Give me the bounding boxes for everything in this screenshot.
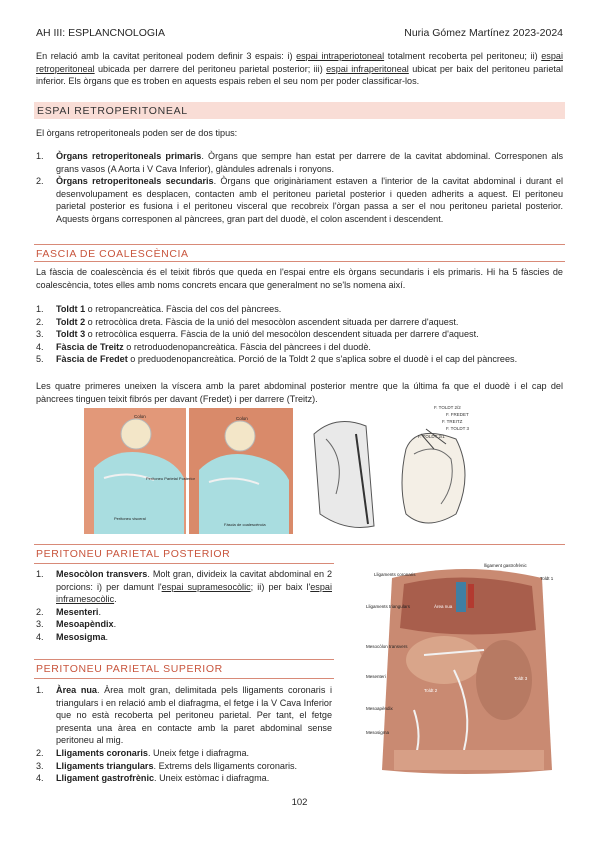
item-text: ; ii) per baix l' xyxy=(250,581,311,592)
list-item xyxy=(36,316,563,329)
fig1-label: Peritoneu visceral xyxy=(114,516,146,521)
fig3-label: Lligaments coronaris xyxy=(374,572,416,577)
section-heading-band xyxy=(34,102,565,119)
list-item xyxy=(36,618,332,631)
section-title-retroperitoneal: ESPAI RETROPERITONEAL xyxy=(37,105,188,117)
item-term: Lligament gastrofrènic xyxy=(56,773,155,784)
item-term: Lligaments triangulars xyxy=(56,760,154,771)
list-item xyxy=(36,772,332,785)
fig2-label: F. TOLDT 2/2 xyxy=(434,405,461,410)
fig1-label: Colon xyxy=(236,416,248,421)
fig3-label: lligament gastrofrènic xyxy=(484,563,527,568)
item-number: 2. xyxy=(36,747,44,758)
fig1-label: Fàscia de coalescència xyxy=(224,522,266,527)
fig2-label: F. FREDET xyxy=(446,412,469,417)
fig3-label: Lligaments triangulars xyxy=(366,604,411,609)
item-number: 4. xyxy=(36,341,44,352)
fig3-label: Mesoapèndix xyxy=(366,706,393,711)
item-term: Toldt 1 xyxy=(56,304,86,314)
item-text: . Molt gran, divideix la cavitat abdominal en 2 porcions: i) per damunt l' xyxy=(56,569,333,592)
item-term: Fàscia de Treitz xyxy=(56,341,124,352)
item-number: 4. xyxy=(36,631,44,642)
page-number: 102 xyxy=(291,797,308,808)
fascia-lead: La fàscia de coalescència és el teixit fibrós que queda en l'espai entre els òrgans secundaris i els primaris. Hi ha 5 fàscies de coalescència, totes elles amb noms concrets encara que generalment no se'ls nomena així. xyxy=(36,267,563,290)
item-number: 4. xyxy=(36,773,44,784)
item-term: Toldt 2 xyxy=(56,316,86,327)
list-item xyxy=(36,568,332,606)
list-item xyxy=(36,175,563,225)
posterior-list xyxy=(36,568,332,644)
item-term: Òrgans retroperitoneals primaris xyxy=(56,151,202,161)
item-text: . xyxy=(98,606,101,617)
fig2-label: F. TOLDT 2/1 xyxy=(418,434,445,439)
list-item xyxy=(36,328,563,341)
item-text: o retrocòlica esquerra. Fàscia de la unió del mesocòlon descendent situada per darrere d'aquest. xyxy=(85,329,479,340)
fig3-label: Àrea nua xyxy=(434,604,453,609)
fig2-label: F. TREITZ xyxy=(442,419,463,424)
item-number: 2. xyxy=(36,316,44,327)
item-number: 1. xyxy=(36,685,44,695)
posterior-wall-figure xyxy=(364,560,564,778)
list-item xyxy=(36,353,563,366)
list-item xyxy=(36,606,332,619)
intro-text: En relació amb la cavitat peritoneal podem definir 3 espais: i) xyxy=(36,51,297,61)
term-infraperitoneal: espai infraperitoneal xyxy=(326,63,409,74)
fig3-label: Toldt 1 xyxy=(540,576,554,581)
item-term: Fàscia de Fredet xyxy=(56,354,128,365)
list-item xyxy=(36,341,563,354)
section-divider xyxy=(34,659,334,660)
term-intraperitoneal: espai intraperiotoneal xyxy=(296,51,385,61)
section-divider xyxy=(34,544,565,545)
retro-lead: El òrgans retroperitoneals poden ser de dos tipus: xyxy=(36,128,238,138)
item-term: Mesosigma xyxy=(56,631,106,642)
item-text: o retroduodenopancreàtica. Fàscia del pàncrees i del duodè. xyxy=(123,341,371,352)
header-author: Nuria Gómez Martínez 2023-2024 xyxy=(404,27,563,39)
fascia-tail: Les quatre primeres uneixen la víscera amb la paret abdominal posterior mentre que la última fa que el duodè i el cap del pàncrees tinguen teixit fibrós per davant (Fredet) i per darrere (Treitz). xyxy=(36,381,563,404)
item-term: Lligaments coronaris xyxy=(56,747,148,758)
intro-paragraph xyxy=(36,50,563,88)
item-text: . xyxy=(114,594,117,605)
item-text: o retropancreàtica. Fàscia del cos del pàncrees. xyxy=(85,304,282,314)
item-term: Mesoapèndix xyxy=(56,619,114,630)
section-divider xyxy=(34,244,565,245)
intro-text: totalment recoberta pel peritoneu; ii) xyxy=(384,51,542,61)
fascia-list xyxy=(36,303,563,366)
item-number: 1. xyxy=(36,304,44,314)
item-number: 1. xyxy=(36,151,44,161)
term-inframesocolic: espai inframesocòlic xyxy=(56,581,332,605)
fig3-label: Toldt 3 xyxy=(514,676,528,681)
intro-text: ubicada per darrere del peritoneu parietal posterior; iii) xyxy=(94,63,327,74)
item-text: . Òrgans que originàriament estaven a l'interior de la cavitat abdominal i durant el desenvolupament es desplacen, contacten amb el peritoneu parietal posterior i queden adherits a aquest. El peritoneu parietal posterior es fusiona i el peritoneu visceral que recobreix l'òrgan passa a ser el nou peritoneu parietal posterior. Aquests òrgans corresponen al pàncrees, gran part del duodè, el colon ascendent i descendent. xyxy=(56,176,563,224)
item-term: Òrgans retroperitoneals secundaris xyxy=(56,176,214,187)
fig3-label: Mesocòlon transvers xyxy=(366,644,408,649)
fig3-label: Toldt 2 xyxy=(424,688,438,693)
posterior-wall-illustration xyxy=(364,560,564,778)
item-text: . Extrems dels lligaments coronaris. xyxy=(153,760,298,771)
fascia-sketch xyxy=(306,404,476,537)
superior-list xyxy=(36,684,332,785)
item-number: 3. xyxy=(36,329,44,340)
fig3-label: Mesenteri xyxy=(366,674,386,679)
fascia-sketch-figure xyxy=(306,404,476,537)
fig3-label: Mesosigma xyxy=(366,730,390,735)
term-retroperitoneal: espai retroperitoneal xyxy=(36,51,563,74)
term-supramesocolic: espai supramesocòlic xyxy=(161,581,251,592)
fig1-label: Colon xyxy=(134,414,146,419)
retro-list xyxy=(36,150,563,226)
header-subject: AH III: ESPLANCNOLOGIA xyxy=(36,27,165,39)
list-item xyxy=(36,303,563,316)
list-item xyxy=(36,684,332,747)
item-text: . Àrea molt gran, delimitada pels lligaments coronaris i triangulars i en relació amb el diafragma, el fetge i la V Cava Inferior que no està recoberta pel peritoneu parietal. Per tant, el fetge presenta una àrea en contacte amb la paret abdominal sense peritoneu al mig. xyxy=(56,685,332,746)
item-text: o preduodenopancreàtica. Porció de la Toldt 2 que s'aplica sobre el duodè i el cap del pàncrees. xyxy=(127,354,518,365)
item-number: 1. xyxy=(36,569,44,579)
coalescence-illustration xyxy=(84,408,293,534)
item-text: . Òrgans que sempre han estat per darrere de la cavitat abdominal. Corresponen als grans vasos (A Aorta i V Cava Inferior), glàndules adrenals i ronyons. xyxy=(56,151,563,174)
section-divider xyxy=(34,678,334,679)
section-divider xyxy=(34,261,565,262)
item-number: 3. xyxy=(36,760,44,771)
item-term: Àrea nua xyxy=(56,685,97,695)
section-title-superior: PERITONEU PARIETAL SUPERIOR xyxy=(36,663,223,675)
section-divider xyxy=(34,563,334,564)
section-title-posterior: PERITONEU PARIETAL POSTERIOR xyxy=(36,548,231,560)
item-text: . xyxy=(105,631,109,642)
list-item xyxy=(36,631,332,644)
list-item xyxy=(36,760,332,773)
intro-text: ubicat per baix del peritoneu parietal inferior. Els òrgans que es troben en aquests espais reben el seu nom per poder classificar-los. xyxy=(36,63,563,87)
section-title-fascia: FASCIA DE COALESCÈNCIA xyxy=(36,248,189,260)
item-text: o retrocòlica dreta. Fàscia de la unió del mesocòlon ascendent situada per darrere d'aquest. xyxy=(85,316,459,327)
item-term: Toldt 3 xyxy=(56,329,86,340)
item-term: Mesenteri xyxy=(56,606,99,617)
fig2-label: F. TOLDT 3 xyxy=(446,426,470,431)
item-number: 2. xyxy=(36,176,44,187)
item-text: . Uneix estòmac i diafragma. xyxy=(154,773,270,784)
item-number: 3. xyxy=(36,619,44,630)
item-term: Mesocòlon transvers xyxy=(56,569,148,579)
item-number: 2. xyxy=(36,606,44,617)
coalescence-figure xyxy=(84,408,293,534)
item-number: 5. xyxy=(36,354,44,365)
item-text: . xyxy=(113,619,117,630)
item-text: . Uneix fetge i diafragma. xyxy=(147,747,250,758)
list-item xyxy=(36,747,332,760)
fig1-label: Peritoneu Parietal Posterior xyxy=(146,476,195,481)
list-item xyxy=(36,150,563,175)
